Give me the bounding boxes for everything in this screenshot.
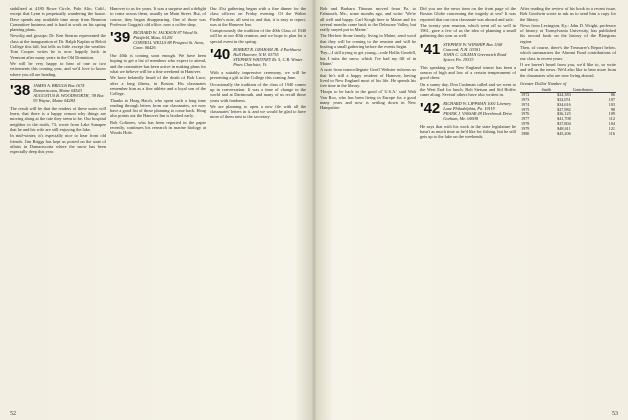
text-paragraph: Our 40th is coming soon enough. We have been hoping to get a list of members who expect to attend, and the committee has been active in making plans for what we believe will be a fine weekend in Hanover. [110, 53, 206, 75]
text-paragraph: Conspicuously the tradition of the 40th Class of 1940 will be at our 40th reunion, and we hope to plan for a special event in the spring. [210, 28, 306, 44]
text-paragraph: Then, of course, there's the Treasurer's Report below, which summarizes the Alumni Fund contributions of our class in recent years. [520, 45, 616, 61]
text-paragraph: He says that with his work in the state legislature he hasn't as much time as he'd like for fishing, but he still gets up to the lake on the weekends. [420, 123, 516, 140]
text-paragraph: On a sunny day, Don Cushman called and we went to the West End for lunch. Bob Stetson and Sid Hoffer came along. Several others have also written in. [420, 81, 516, 98]
right-column-1 [320, 6, 416, 404]
text-paragraph: We have belatedly heard of the death of Bob Luce, after a long illness, in Boston. His classmates remember him as a fine athlete and a loyal son of the College. [110, 75, 206, 97]
class-year: '41 [420, 40, 441, 58]
class-heading-39 [110, 30, 206, 50]
text-paragraph: We will be very happy to hear of one or two retirements this coming year, and we'd love to know where you all are heading. [10, 60, 106, 77]
table-cell: $32,051 [557, 96, 571, 102]
left-column-3 [210, 6, 306, 404]
table-cell: 1980 [521, 131, 530, 137]
treasurer-info: CORNELL WELLS 88 Prospect St. Avon, Conn. 06426 [133, 40, 204, 51]
table-caption: Greater Dollar Number of [520, 80, 567, 86]
table-cell: 1975 [521, 106, 530, 112]
secretary-info: RICHARD W. LIPPMAN 1001 Literary Lane Philadelphia, Pa. 19119 [443, 100, 512, 111]
table-cell: 1972 [521, 91, 530, 97]
left-column-2 [110, 6, 206, 404]
text-paragraph: In mid-winter, it's especially nice to hear from old friends. Jim Briggs has kept us posted on the state of affairs in Damariscotta where the snow has been especially deep this year. [10, 133, 106, 155]
table-cell: 1973 [521, 96, 530, 102]
table-cell: 116 [608, 131, 615, 137]
table-cell: $48,611 [557, 126, 571, 132]
left-page [0, 0, 312, 420]
table-header: Contributors [572, 87, 616, 93]
text-paragraph: If we haven't heard from you, we'd like to, so write and tell us the news. We'd also like to hear more from the classmates who are now living abroad. [520, 61, 616, 78]
right-column-2 [420, 6, 516, 404]
table-cell: $45,206 [557, 131, 571, 137]
right-column-3 [520, 6, 616, 404]
class-year: '42 [420, 99, 441, 117]
table-cell: 1979 [521, 126, 530, 132]
text-paragraph: News from Lexington, Ky.: John D. Wright, professor of history at Transylvania University, has published his second book on the history of the Bluegrass region. [520, 22, 616, 44]
class-heading-40 [210, 47, 306, 67]
table-cell: $34,616 [557, 101, 571, 107]
text-paragraph: Did you see the news item on the front page of the Boston Globe concerning the tragedy at sea? It was reported that our own classmate was aboard and safe. [420, 6, 516, 22]
text-paragraph: A note from intercollegiate Geoff Webster informs us that he's still a happy resident of Hanover, having lived in New England most of his life. He spends his free time in the library. [320, 67, 416, 89]
table-cell: 86 [610, 91, 615, 97]
table-cell: $37,804 [557, 121, 571, 127]
table-cell: 104 [608, 121, 615, 127]
table-cell: 121 [608, 126, 615, 132]
table-cell: 1977 [521, 116, 530, 122]
secretary-info: JAMES A. BRIGGS Box 1674 Damariscotta, Maine 04543 [33, 82, 85, 93]
secretary-info: ROBERT R. GRAHAM JR. 4 Parkhurst Hall Hanover, N.H. 03755 [233, 47, 301, 58]
treasurer-info: JOHN C. GILMAN Greenwich Road Spicer, Pa. 19333 [443, 51, 507, 62]
text-paragraph: We are planning to open a new file with all the classmates' letters in it, and we would be glad to have more of them sent to the secretary. [210, 103, 306, 120]
table-cell: $24,383 [557, 91, 571, 97]
table-cell: $27,982 [557, 106, 571, 112]
table-cell: $41,708 [557, 116, 571, 122]
alumni-fund-table [520, 81, 616, 137]
text-paragraph: 'Pay—I still trying to get young—rode Hollis Goodell, but I miss the snow, which I've had my fill of in Maine.' [320, 50, 416, 66]
table-cell: 1976 [521, 111, 530, 117]
table-cell: $36,125 [557, 111, 571, 117]
page-number: 53 [612, 411, 618, 417]
table-cell: 109 [608, 111, 615, 117]
class-year: '40 [210, 46, 231, 64]
secretary-info: STEPHEN W. WINSHIP Box 1108 Concord, N.H. 03301 [443, 41, 503, 52]
text-paragraph: Occasionally the tradition of the class of 1940 comes up in conversation. It was a time of change in the world and at Dartmouth, and many of us recall those years with fondness. [210, 81, 306, 103]
secretary-info: RICHARD W. JACKSON 87 Wood St. Pittsfield, Mass. 01201 [133, 30, 198, 41]
text-paragraph: The twenty year reunion, which went off so well in 1961, gave a few of us the idea of planning a small gathering this year as well. [420, 22, 516, 39]
text-paragraph: stabilized at 4180 Rowe Circle, Palo Alto, Calif., except that Lynn is perpetually wandering the house. Dave spends any available time away from Reunion Committee business and is hard at work on his spring planting plans. [10, 6, 106, 33]
text-paragraph: The Herbert Stone family, living in Maine, send word that they will be coming to the reunion and will be hosting a small gathering before the events begin. [320, 33, 416, 50]
text-paragraph: Newslip and gossips: Dr. Ken Stearns represented the class at the inauguration of Dr. Ralph Kaplan at Beloit College this fall, but tells us little except the weather. Tom Cooper writes he is now happily back in Vermont after many years in the Old Dominion. [10, 33, 106, 60]
text-paragraph: Hanover to us for years. It was a surprise and a delight to come across them, usually on Main Street. But, of course, they began disappearing. One of those was Professor Goggin's old office, now a coffee shop. [110, 6, 206, 27]
text-paragraph: 'Hoops to be back in the good ol' U.S.A.' said Walt Van Roo, who has been living in Europe for a good many years and now is settling down in New Hampshire. [320, 89, 416, 111]
text-paragraph: Our 41st gathering began with a fine dinner for the class officers on Friday evening. Of the Walter Fiedler's note, all sent in, and that, it is easy to report, was at the Hanover Inn. [210, 6, 306, 27]
table-cell: 112 [608, 116, 615, 122]
left-column-1 [10, 6, 106, 404]
treasurer-info: AUGUSTUS B. WOODWORTH, '38 Box 93 Wayne, Maine 04284 [33, 92, 104, 103]
text-paragraph: The result will be that the readers of these notes will learn, that there is a happy reason why things are moving along at the rate they seem to be. Our hospital neighbor to the north, 73, wrote from Lake Sunapee that he and his wife are still enjoying the lake. [10, 105, 106, 133]
class-heading-42 [420, 101, 516, 121]
page-number: 52 [10, 411, 16, 417]
divider [10, 79, 106, 80]
table-row [520, 132, 616, 137]
table-cell: 107 [608, 96, 615, 102]
table-cell: 98 [610, 106, 615, 112]
text-paragraph: With a suitably impressive ceremony, we will be presenting a gift to the College this coming June. [210, 70, 306, 81]
treasurer-info: STEPHEN WHITNEY Rt. 5, C.B. Winter Pines Charlotte, Vt. [233, 57, 303, 68]
text-paragraph: After reading the review of his book in a recent issue, Bob Goodwin wrote to ask us to send him a copy for the library. [520, 6, 616, 22]
treasurer-info: FRANK J. VASSAR 49 Deerbrook Drive Gorham, Me. 04038 [443, 110, 513, 121]
class-year: '39 [110, 29, 131, 47]
right-page [316, 0, 628, 420]
text-paragraph: Thanks to Hoag Hatch, who spent such a long time reading through letters from our classmates, we now have a good list of those planning to come back. Hoag also points out the Hanover Inn is booked early. [110, 97, 206, 119]
table-cell: 1974 [521, 101, 530, 107]
text-paragraph: Bob Cofinees, who has been reported in the paper recently, continues his research in marine biology at Woods Hole. [110, 119, 206, 136]
text-paragraph: This speaking you New England winter has been a season of high and low of a certain temperament of good cheer. [420, 64, 516, 81]
table-cell: 103 [608, 101, 615, 107]
class-heading-41 [420, 42, 516, 62]
class-heading-38 [10, 83, 106, 103]
class-year: '38 [10, 81, 31, 99]
text-paragraph: Bob and Barbara Thomas moved from Pa. to Falmouth, Me., some months ago, and write: 'We're all well and happy. Carl Krogh here to Maine and for several months came back to the Delaware Valley, but really stayed put in Maine.' [320, 6, 416, 33]
table-cell: 1978 [521, 121, 530, 127]
table-header: Smith [541, 87, 572, 93]
